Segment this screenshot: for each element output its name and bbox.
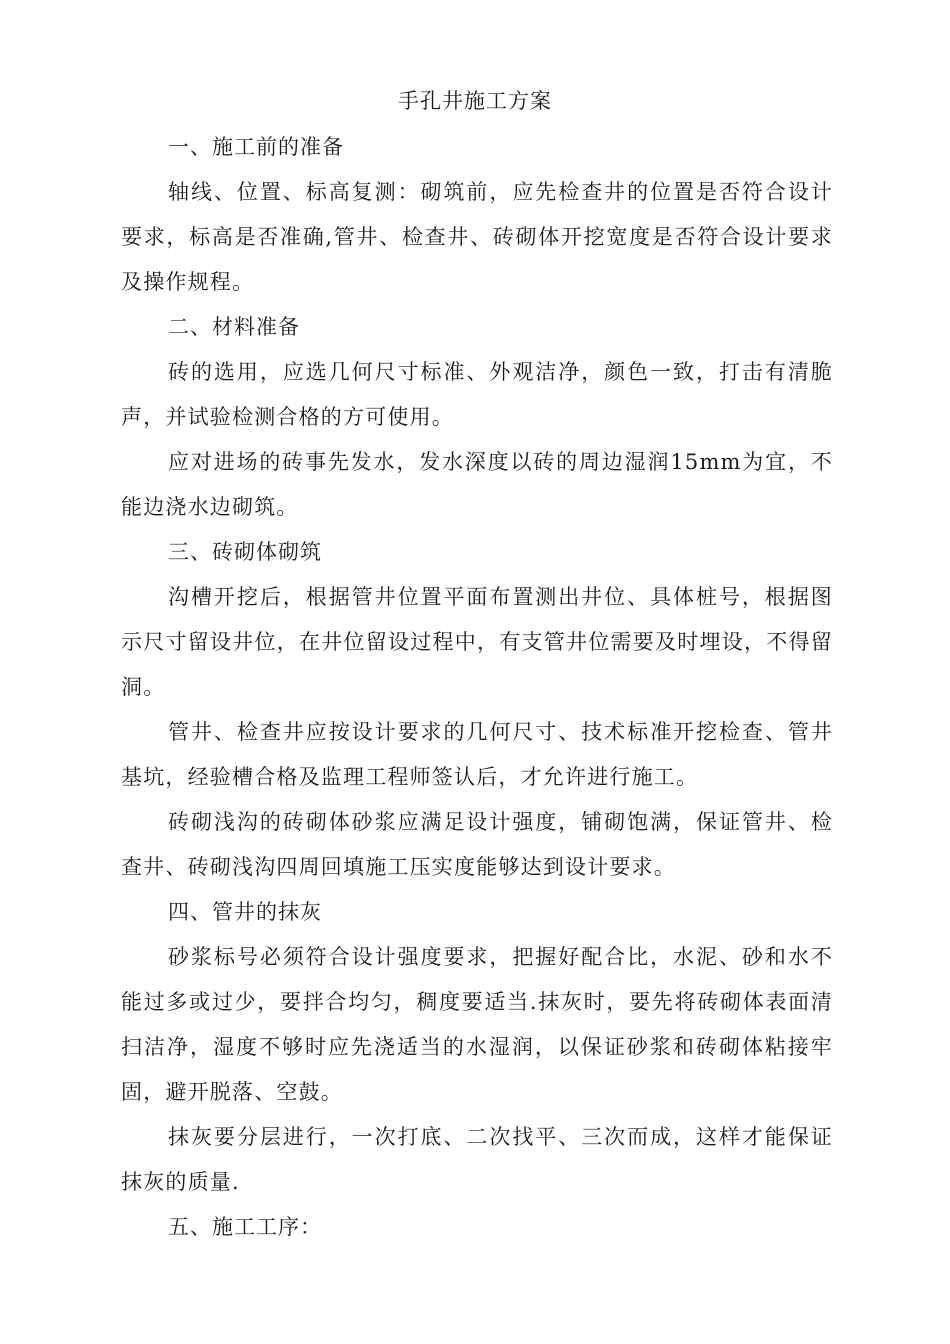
document-body <box>121 125 833 1250</box>
section-heading-4: 四、管井的抹灰 <box>168 900 322 924</box>
section-1-paragraph-1: 轴线、位置、标高复测：砌筑前，应先检查井的位置是否符合设计要求，标高是否准确,管井、检查井、砖砌体开挖宽度是否符合设计要求及操作规程。 <box>121 180 833 294</box>
section-3-paragraph-3: 砖砌浅沟的砖砌体砂浆应满足设计强度，铺砌饱满，保证管井、检查井、砖砌浅沟四周回填施工压实度能够达到设计要求。 <box>121 810 833 879</box>
document-title: 手孔井施工方案 <box>398 89 552 113</box>
section-4-paragraph-2: 抹灰要分层进行，一次打底、二次找平、三次而成，这样才能保证抹灰的质量. <box>121 1125 833 1194</box>
section-heading-1: 一、施工前的准备 <box>168 135 344 159</box>
section-4-paragraph-1: 砂浆标号必须符合设计强度要求，把握好配合比，水泥、砂和水不能过多或过少，要拌合均匀，稠度要适当.抹灰时，要先将砖砌体表面清扫洁净，湿度不够时应先浇适当的水湿润，以保证砂浆和砖砌体粘接牢固，避开脱落、空鼓。 <box>121 945 833 1104</box>
section-2-paragraph-2: 应对进场的砖事先发水，发水深度以砖的周边湿润15mm为宜，不能边浇水边砌筑。 <box>121 450 833 519</box>
section-3-paragraph-1: 沟槽开挖后，根据管井位置平面布置测出井位、具体桩号，根据图示尺寸留设井位，在井位留设过程中，有支管井位需要及时埋设，不得留洞。 <box>121 585 833 699</box>
section-3-paragraph-2: 管井、检查井应按设计要求的几何尺寸、技术标准开挖检查、管井基坑，经验槽合格及监理工程师签认后，才允许进行施工。 <box>121 720 833 789</box>
section-heading-2: 二、材料准备 <box>168 315 300 339</box>
section-heading-3: 三、砖砌体砌筑 <box>168 540 322 564</box>
section-heading-5: 五、施工工序： <box>168 1215 322 1239</box>
section-2-paragraph-1: 砖的选用，应选几何尺寸标准、外观洁净，颜色一致，打击有清脆声，并试验检测合格的方可使用。 <box>121 360 833 429</box>
